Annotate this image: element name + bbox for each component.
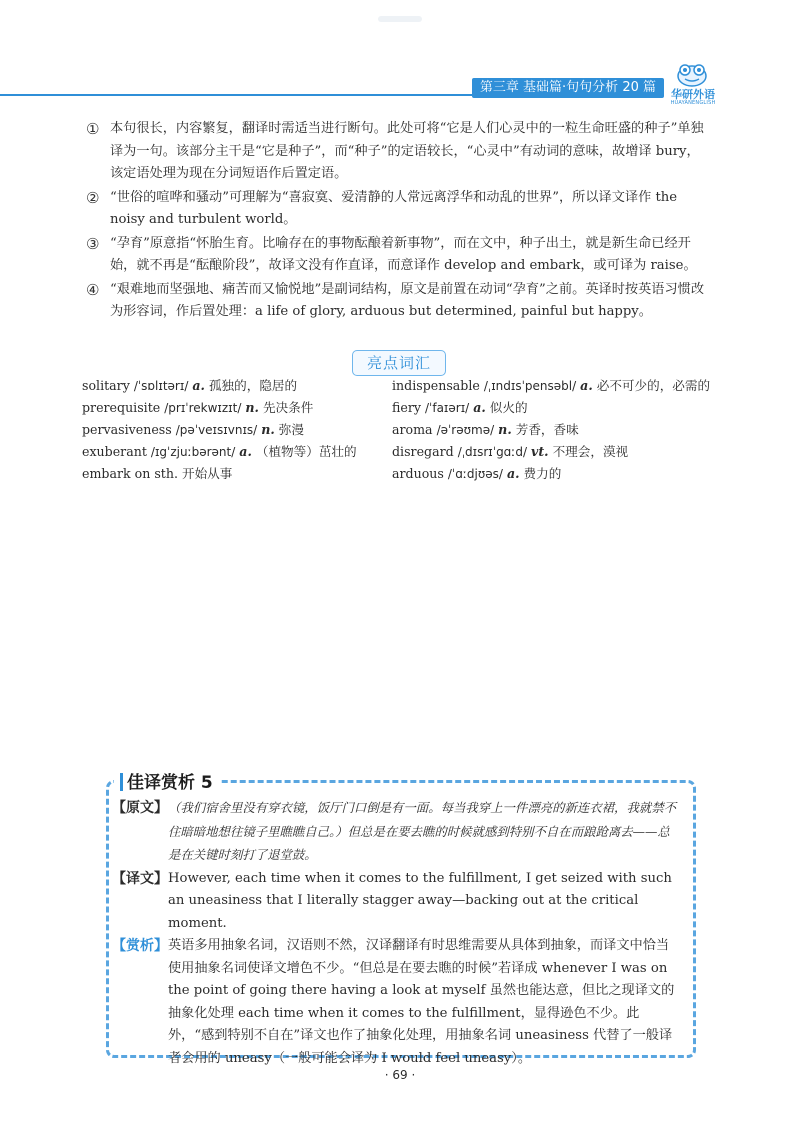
note-number: ② (86, 188, 100, 207)
vocab-word: solitary (82, 378, 130, 393)
vocab-pos: a. (239, 444, 252, 459)
vocab-section-title: 亮点词汇 (352, 350, 446, 376)
vocab-meaning: （植物等）茁壮的 (255, 444, 357, 459)
vocab-phonetic: /ˌɪndɪsˈpensəbl/ (483, 379, 577, 393)
vocab-meaning: 弥漫 (278, 422, 304, 437)
appreciation-title (114, 768, 219, 793)
page-number: · 69 · (384, 1068, 416, 1082)
logo-text: 华研外语 (671, 88, 715, 101)
vocab-column-right (392, 375, 710, 485)
vocab-phonetic: /prɪˈrekwɪzɪt/ (164, 401, 242, 415)
chapter-header (0, 78, 664, 100)
note-text: 本句很长，内容繁复，翻译时需适当进行断句。此处可将“它是人们心灵中的一粒生命旺盛的种子”单独译为一句。该部分主干是“它是种子”，而“种子”的定语较长，“心灵中”有动词的意味，故增译 bury，该定语处理为现在分词短语作后置定语。 (110, 121, 704, 181)
vocab-pos: n. (245, 400, 259, 415)
chapter-tag: 第三章 基础篇·句句分析 20 篇 (472, 78, 664, 98)
vocab-meaning: 似火的 (489, 400, 528, 415)
vocab-word: disregard (392, 444, 454, 459)
vocab-meaning: 芳香，香味 (515, 422, 579, 437)
vocab-pos: a. (506, 466, 520, 481)
note-item (86, 279, 711, 324)
translation-label: 【译文】 (112, 870, 168, 887)
note-number: ③ (86, 234, 100, 253)
vocab-meaning: 先决条件 (262, 400, 314, 415)
vocab-entry (392, 397, 710, 419)
vocab-entry (82, 419, 357, 441)
vocab-pos: n. (498, 422, 512, 437)
vocab-phonetic: /ˌdɪsrɪˈgɑːd/ (457, 445, 528, 459)
note-text: “世俗的喧哗和骚动”可理解为“喜寂寞、爱清静的人常远离浮华和动乱的世界”，所以译文译作 the noisy and turbulent world。 (110, 189, 678, 227)
vocab-entry (392, 441, 710, 463)
vocab-word: indispensable (392, 378, 480, 393)
note-number: ④ (86, 280, 100, 299)
translation-text: However, each time when it comes to the fulfillment, I get seized with such an uneasiness that I literally stagger away—backing out at the critical moment. (168, 870, 672, 931)
vocab-phonetic: /əˈrəʊmə/ (436, 423, 495, 437)
vocab-word: prerequisite (82, 400, 161, 415)
original-label: 【原文】 (112, 800, 168, 816)
vocab-entry (392, 375, 710, 397)
vocab-pos: a. (192, 378, 205, 393)
vocab-meaning: 费力的 (523, 466, 562, 481)
appreciation-title-text: 佳译赏析 5 (127, 773, 213, 793)
vocab-word: fiery (392, 400, 421, 415)
vocab-entry (82, 397, 357, 419)
vocab-meaning: 孤独的，隐居的 (208, 378, 298, 393)
vocab-word: arduous (392, 466, 444, 481)
vocab-entry (392, 419, 710, 441)
vocab-phonetic: /ˈsɒlɪtərɪ/ (133, 379, 189, 393)
note-item (86, 233, 711, 278)
vocab-pos: a. (580, 378, 593, 393)
translation-paragraph (112, 868, 682, 936)
appreciation-body (112, 797, 682, 1070)
original-paragraph (112, 797, 682, 868)
analysis-label: 【赏析】 (112, 938, 168, 954)
vocab-entry (82, 463, 357, 485)
vocab-phonetic: /ˈfaɪərɪ/ (425, 401, 470, 415)
note-item (86, 118, 711, 186)
vocab-entry (82, 441, 357, 463)
note-text: “艰难地而坚强地、痛苦而又愉悦地”是副词结构，原文是前置在动词“孕育”之前。英译时按英语习惯改为形容词，作后置处理：a life of glory, arduous but determined, painful but happy。 (110, 281, 705, 319)
notes-list (86, 118, 711, 325)
analysis-text: 英语多用抽象名词，汉语则不然，汉译翻译有时思维需要从具体到抽象，而译文中恰当使用抽象名词使译文增色不少。“但总是在要去瞧的时候”若译成 whenever I was on the point of going there having a look at myself 虽然也能达意，但比之现译文的抽象化处理 each time when it comes to the fulfillment，显得逊色不少。此外，“感到特别不自在”译文也作了抽象化处理，用抽象名词 uneasiness 代替了一般译者会用的 uneasy（一般可能会译为 I would feel uneasy）。 (168, 938, 675, 1066)
vocab-entry (392, 463, 710, 485)
vocab-meaning: 开始从事 (181, 466, 233, 481)
vocab-word: aroma (392, 422, 433, 437)
note-item (86, 187, 711, 232)
note-number: ① (86, 120, 100, 138)
vocab-word: embark on sth. (82, 466, 178, 481)
vocab-meaning: 不理会，漠视 (552, 444, 629, 459)
vocab-phonetic: /pəˈveɪsɪvnɪs/ (175, 423, 258, 437)
vocab-word: exuberant (82, 444, 147, 459)
top-watermark (360, 16, 440, 26)
analysis-paragraph (112, 935, 682, 1070)
vocab-word: pervasiveness (82, 422, 172, 437)
logo-subtext: HUAYANENGLISH (670, 100, 716, 106)
title-accent-bar (120, 773, 123, 791)
vocab-column-left (82, 375, 357, 485)
vocab-pos: n. (261, 422, 275, 437)
note-text: “孕育”原意指“怀胎生育。比喻存在的事物酝酿着新事物”，而在文中，种子出土，就是新生命已经开始，就不再是“酝酿阶段”，故译文没有作直译，而意译作 develop and embark，或可译为 raise。 (110, 235, 697, 273)
original-text: （我们宿舍里没有穿衣镜，饭厅门口倒是有一面。每当我穿上一件漂亮的新连衣裙，我就禁不住暗暗地想往镜子里瞧瞧自己。）但总是在要去瞧的时候就感到特别不自在而踉跄离去——总是在关键时刻打了退堂鼓。 (168, 800, 677, 862)
vocab-pos: vt. (531, 444, 549, 459)
vocab-phonetic: /ɪgˈzjuːbərənt/ (150, 445, 236, 459)
vocab-pos: a. (473, 400, 486, 415)
vocab-entry (82, 375, 357, 397)
vocab-meaning: 必不可少的，必需的 (596, 378, 711, 393)
vocab-phonetic: /ˈɑːdjʊəs/ (447, 467, 503, 481)
